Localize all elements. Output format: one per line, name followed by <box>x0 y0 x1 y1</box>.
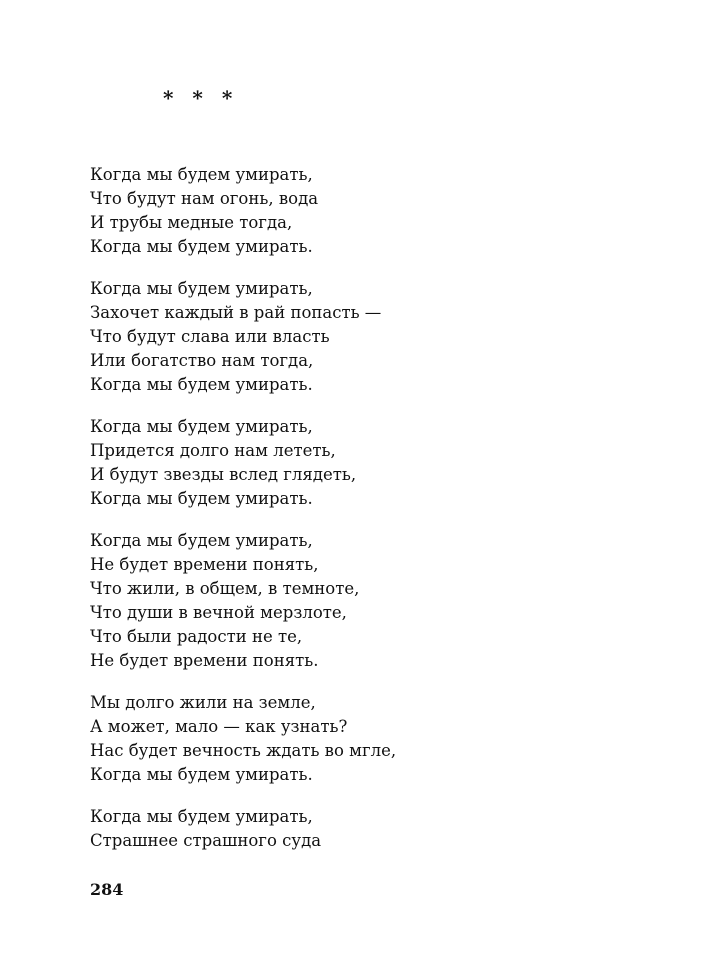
poem-line: Нас будет вечность ждать во мгле, <box>90 741 397 760</box>
poem-line: Когда мы будем умирать. <box>90 489 313 508</box>
poem-line: Что души в вечной мерзлоте, <box>90 603 347 622</box>
poem-line: Не будет времени понять, <box>90 555 319 574</box>
poem-line: Не будет времени понять. <box>90 651 319 670</box>
stanza <box>90 277 650 397</box>
stanza <box>90 163 650 259</box>
page-number: 284 <box>90 880 124 899</box>
poem-line: Когда мы будем умирать. <box>90 765 313 784</box>
poem-line: А может, мало — как узнать? <box>90 717 348 736</box>
poem-line: И будут звезды вслед глядеть, <box>90 465 357 484</box>
poem-line: Страшнее страшного суда <box>90 831 322 850</box>
poem-line: Когда мы будем умирать, <box>90 807 313 826</box>
stanza <box>90 529 650 673</box>
poem-line: Или богатство нам тогда, <box>90 351 314 370</box>
poem-line: Когда мы будем умирать, <box>90 531 313 550</box>
poem-line: Что будут нам огонь, вода <box>90 189 319 208</box>
stanza <box>90 691 650 787</box>
poem <box>90 163 650 871</box>
poem-line: Когда мы будем умирать, <box>90 279 313 298</box>
poem-line: Захочет каждый в рай попасть — <box>90 303 382 322</box>
stanza <box>90 415 650 511</box>
poem-line: Когда мы будем умирать. <box>90 375 313 394</box>
poem-line: И трубы медные тогда, <box>90 213 293 232</box>
poem-line: Что жили, в общем, в темноте, <box>90 579 360 598</box>
stanza <box>90 805 650 853</box>
poem-line: Что были радости не те, <box>90 627 303 646</box>
poem-line: Когда мы будем умирать. <box>90 237 313 256</box>
poem-line: Что будут слава или власть <box>90 327 330 346</box>
poem-line: Когда мы будем умирать, <box>90 417 313 436</box>
poem-line: Когда мы будем умирать, <box>90 165 313 184</box>
section-ornament: * * * <box>163 86 239 110</box>
poem-line: Мы долго жили на земле, <box>90 693 316 712</box>
poem-line: Придется долго нам лететь, <box>90 441 336 460</box>
